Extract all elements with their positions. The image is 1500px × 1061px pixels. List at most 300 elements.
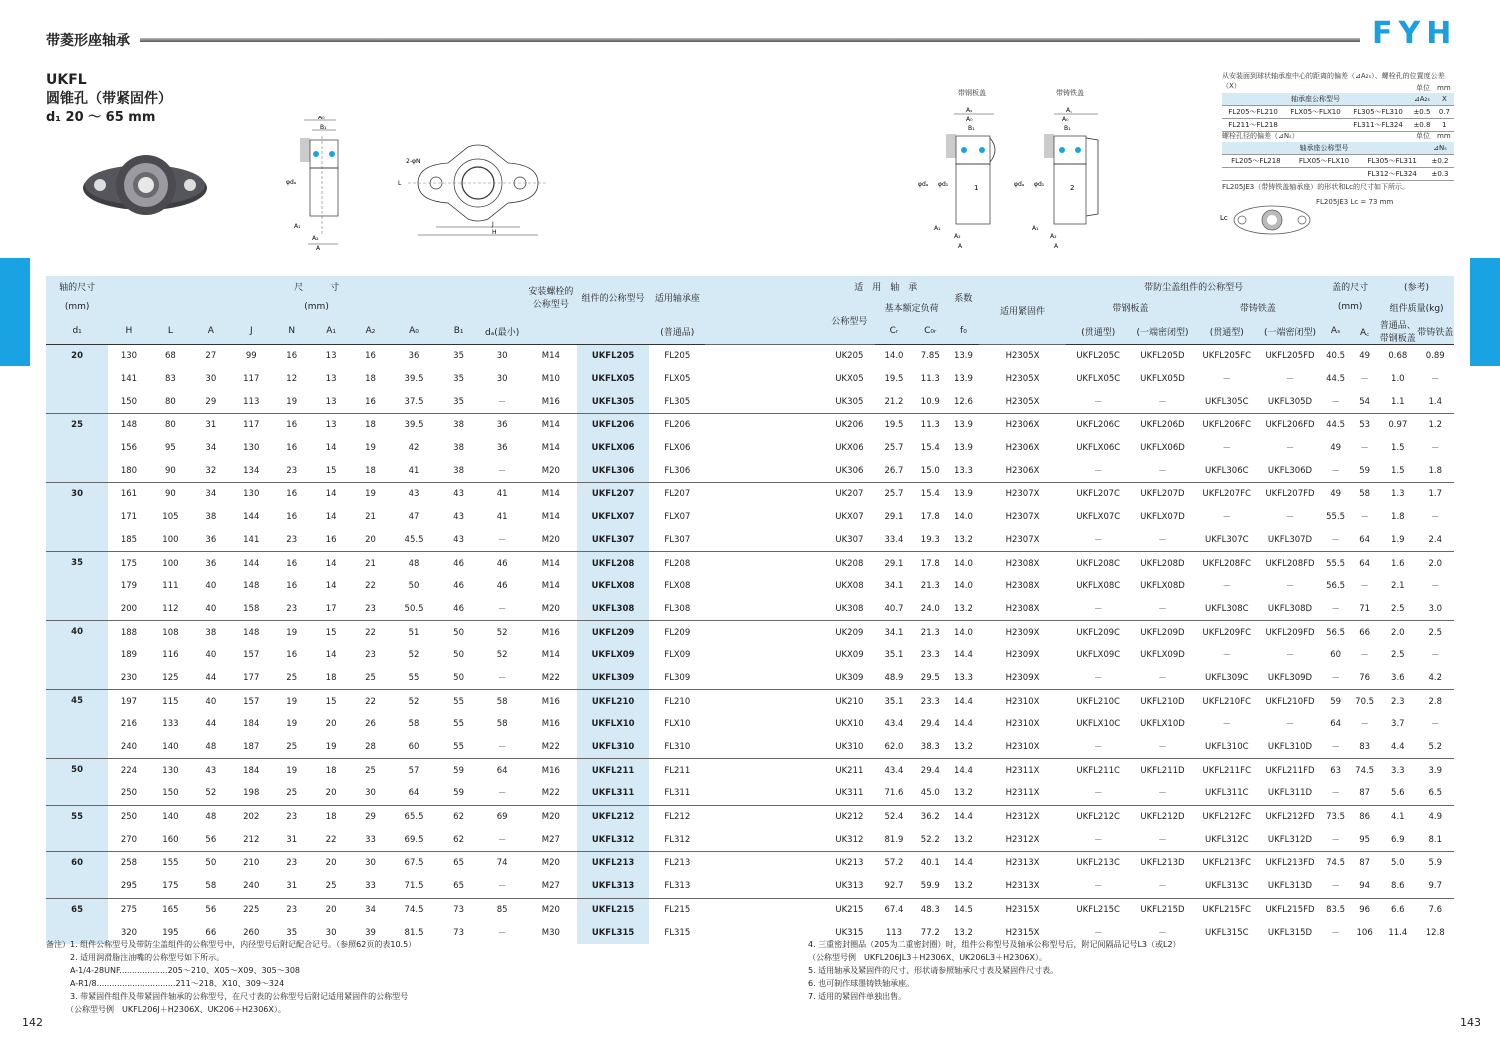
page-number-right: 143 <box>1460 1016 1481 1029</box>
table-cell: － <box>1285 582 1295 593</box>
table-cell: 23.3 <box>913 690 948 713</box>
table-cell: 90 <box>164 465 176 476</box>
table-cell: 19.5 <box>884 374 904 385</box>
table-cell: 216 <box>120 719 138 730</box>
dim-B1: B₁ <box>320 124 327 131</box>
table-cell: 2.0 <box>1416 552 1454 575</box>
table-cell: UKFL207 <box>577 483 650 506</box>
table-cell: UK207 <box>824 483 876 506</box>
table-cell: H2313X <box>1005 881 1040 892</box>
table-cell: 11.3 <box>913 414 948 437</box>
table-cell: FL308 <box>664 603 691 614</box>
table-cell: 12.6 <box>953 396 973 407</box>
table-cell: UK205 <box>824 345 876 368</box>
table-cell: 14 <box>325 443 337 454</box>
table-cell: 56 <box>205 834 217 845</box>
side-label-left: UKFL <box>8 322 24 363</box>
table-cell: 5.2 <box>1428 742 1442 753</box>
table-cell: 15.4 <box>920 443 940 454</box>
table-cell: － <box>1331 535 1340 546</box>
table-cell: 184 <box>231 759 272 782</box>
table-cell: M16 <box>541 396 560 407</box>
table-cell: － <box>1285 651 1295 662</box>
table-row <box>46 345 1454 368</box>
table-cell: UKFL309C <box>1204 672 1249 683</box>
table-cell: 13.2 <box>953 534 973 545</box>
table-cell: 14.0 <box>948 621 979 644</box>
model-name: UKFL <box>46 72 87 88</box>
table-cell: H2311X <box>1005 788 1040 799</box>
table-cell: 21.2 <box>884 396 904 407</box>
table-cell: 44.5 <box>1326 374 1346 385</box>
table-cell: － <box>1285 513 1295 524</box>
spacer-cell <box>705 782 823 805</box>
table-cell: UKFL315C <box>1204 927 1249 938</box>
table-cell: 14.4 <box>948 690 979 713</box>
table-cell: － <box>1093 604 1103 615</box>
table-cell: 111 <box>162 581 179 592</box>
table-cell: 175 <box>108 552 149 575</box>
table-cell: 187 <box>243 742 260 753</box>
table-cell: 13.9 <box>948 345 979 368</box>
table-cell: 52 <box>205 788 217 799</box>
table-cell: H2305X <box>979 345 1066 368</box>
table-cell: 13 <box>311 345 350 368</box>
table-cell: 68 <box>150 345 191 368</box>
table-cell: 108 <box>150 621 191 644</box>
table-cell: 171 <box>120 512 138 523</box>
table-cell: － <box>1158 397 1167 408</box>
table-cell: － <box>1285 375 1295 386</box>
table-cell: UKFLX05C <box>1076 374 1121 385</box>
table-cell: 4.4 <box>1391 742 1405 753</box>
table-cell: 62 <box>438 805 479 828</box>
table-cell: 16 <box>272 345 311 368</box>
table-cell: H2307X <box>1005 534 1040 545</box>
table-cell: 0.68 <box>1379 345 1416 368</box>
table-cell: － <box>497 743 507 754</box>
table-cell: UKFL308 <box>577 598 650 621</box>
table-cell: 31 <box>286 834 298 845</box>
table-cell: 73 <box>438 898 479 921</box>
table-row <box>46 621 1454 644</box>
table-cell: 29 <box>205 396 217 407</box>
table-cell: UKFL211 <box>577 759 650 782</box>
table-cell: 30 <box>351 852 390 875</box>
table-row <box>46 459 1454 482</box>
table-cell: － <box>1222 444 1232 455</box>
table-cell: 250 <box>120 788 138 799</box>
table-cell: 38 <box>191 621 230 644</box>
hdr-shaft: 轴的尺寸 <box>46 276 108 296</box>
table-cell: UKX06 <box>835 443 864 454</box>
table-cell: UKFLX10 <box>577 713 650 736</box>
tolerance-unit-2: 单位 mm <box>1416 132 1451 140</box>
table-cell: 40 <box>191 690 230 713</box>
table-cell: UKFL311 <box>577 782 650 805</box>
table-cell: 25 <box>286 788 298 799</box>
table-cell: 55.5 <box>1326 512 1346 523</box>
table-cell: UKFLX05 <box>577 368 650 391</box>
table-cell: 52 <box>479 621 525 644</box>
table-cell: 18 <box>365 465 376 476</box>
dim-B1-cast: B₁ <box>1064 125 1071 132</box>
table-cell: UK305 <box>835 396 864 407</box>
table-cell: 62 <box>453 834 464 845</box>
table-cell: 20 <box>325 719 337 730</box>
table-cell: 200 <box>120 603 138 614</box>
table-cell: UK312 <box>835 834 864 845</box>
table-cell: UKFL206D <box>1130 414 1194 437</box>
table-cell: M14 <box>525 345 577 368</box>
table-cell: － <box>497 928 507 939</box>
table-cell: UKFL206FD <box>1259 414 1321 437</box>
table-cell: 2.1 <box>1391 581 1405 592</box>
table-cell: 54 <box>1359 396 1371 407</box>
table-cell: 140 <box>150 805 191 828</box>
table-cell: 3.9 <box>1416 759 1454 782</box>
table-cell: － <box>1158 882 1167 893</box>
table-cell: UK208 <box>824 552 876 575</box>
table-cell: UKFLX06 <box>577 437 650 460</box>
table-cell: 16 <box>286 443 298 454</box>
table-cell: － <box>1093 928 1103 939</box>
table-cell: UKFL305D <box>1267 396 1313 407</box>
table-cell: 80 <box>164 396 176 407</box>
shaft-size-cell: 35 <box>46 552 108 621</box>
dim-H: H <box>492 229 497 236</box>
table-cell: 16 <box>286 512 298 523</box>
table-cell: 16 <box>325 534 337 545</box>
table-cell: 13.2 <box>953 742 973 753</box>
fl205je3-drawing <box>1218 196 1318 246</box>
table-cell: 81.5 <box>404 927 424 938</box>
table-cell: 40.5 <box>1321 345 1350 368</box>
table-cell: － <box>1093 743 1103 754</box>
table-cell: 35 <box>286 927 298 938</box>
table-cell: UKFL207FC <box>1195 483 1259 506</box>
table-cell: 11.4 <box>1388 927 1408 938</box>
table-cell: UKFL306D <box>1267 465 1313 476</box>
table-cell: 56 <box>191 898 230 921</box>
table-cell: 19 <box>286 719 298 730</box>
table-cell: H2305X <box>1005 396 1040 407</box>
table-cell: FL208 <box>649 552 705 575</box>
table-cell: 50 <box>453 672 464 683</box>
table-cell: 14.4 <box>953 719 973 730</box>
table-cell: 21 <box>351 552 390 575</box>
table-cell: FLX05 <box>664 374 691 385</box>
dim-d1-cast: φd₁ <box>1034 181 1045 188</box>
table-cell: 96 <box>1350 898 1379 921</box>
table-cell: 11.3 <box>920 374 940 385</box>
table-row <box>46 483 1454 506</box>
table-cell: 32 <box>205 465 217 476</box>
lc-note: FL205JE3 Lc = 73 mm <box>1316 198 1394 206</box>
table-cell: 165 <box>150 898 191 921</box>
product-photo <box>80 140 210 230</box>
table-cell: 73.5 <box>1321 805 1350 828</box>
table-cell: 18 <box>311 759 350 782</box>
table-cell: 2.5 <box>1416 621 1454 644</box>
cover-steel-caption: 带钢板盖 <box>958 89 986 97</box>
table-cell: UKFL306 <box>577 459 650 482</box>
table-cell: 16 <box>351 345 390 368</box>
table-cell: UKFLX10C <box>1076 719 1121 730</box>
table-cell: － <box>1331 882 1340 893</box>
table-cell: M16 <box>525 690 577 713</box>
table-cell: 1.1 <box>1391 396 1405 407</box>
table-cell: 13.9 <box>948 414 979 437</box>
table-cell: UK310 <box>835 742 864 753</box>
table-cell: － <box>1222 375 1232 386</box>
table-cell: 44.5 <box>1321 414 1350 437</box>
table-cell: 28 <box>365 742 376 753</box>
table-cell: FL212 <box>649 805 705 828</box>
table-cell: 240 <box>243 881 260 892</box>
table-cell: UKFL205C <box>1066 345 1130 368</box>
table-cell: FL312 <box>664 834 691 845</box>
table-cell: 26 <box>365 719 376 730</box>
table-cell: 25 <box>365 672 376 683</box>
table-cell: FLX07 <box>664 512 691 523</box>
table-cell: H2315X <box>979 898 1066 921</box>
table-cell: － <box>1158 535 1167 546</box>
table-cell: FL310 <box>664 742 691 753</box>
shaft-size-cell: 65 <box>46 898 108 944</box>
spacer-cell <box>705 898 823 921</box>
table-cell: 5.0 <box>1379 852 1416 875</box>
dim-A-steel: A <box>958 243 963 250</box>
table-cell: 67.4 <box>875 898 912 921</box>
table-cell: － <box>1331 673 1340 684</box>
table-cell: 150 <box>162 788 179 799</box>
table-cell: UKFL210FD <box>1259 690 1321 713</box>
hdr-cover: 盖的尺寸 <box>1321 276 1379 296</box>
table-cell: － <box>1158 789 1167 800</box>
table-cell: 59 <box>1321 690 1350 713</box>
table-cell: 95 <box>164 443 176 454</box>
table-cell: 23 <box>272 898 311 921</box>
table-cell: H2313X <box>979 852 1066 875</box>
table-cell: 22 <box>351 621 390 644</box>
table-cell: － <box>1158 743 1167 754</box>
table-cell: 92.7 <box>884 881 904 892</box>
table-cell: 13.2 <box>953 788 973 799</box>
table-cell: 51 <box>390 621 438 644</box>
table-cell: － <box>1430 651 1440 662</box>
table-cell: 74.5 <box>390 898 438 921</box>
hdr-load: 基本额定负荷 <box>875 296 948 318</box>
table-cell: H2307X <box>1005 512 1040 523</box>
table-row <box>46 368 1454 391</box>
table-cell: 13 <box>325 374 337 385</box>
table-cell: 55.5 <box>1321 552 1350 575</box>
table-cell: 14.5 <box>948 898 979 921</box>
table-cell: UKFL311C <box>1204 788 1249 799</box>
table-cell: 13.2 <box>953 834 973 845</box>
table-cell: UKFL309D <box>1267 672 1313 683</box>
table-cell: UKFL307C <box>1204 534 1249 545</box>
table-cell: － <box>1331 743 1340 754</box>
table-cell: 100 <box>150 552 191 575</box>
table-cell: 14.0 <box>875 345 912 368</box>
table-cell: FL211 <box>649 759 705 782</box>
table-cell: UK206 <box>824 414 876 437</box>
table-cell: 4.9 <box>1416 805 1454 828</box>
table-cell: 43 <box>438 483 479 506</box>
table-cell: UKX10 <box>835 719 864 730</box>
dim-A2: A₂ <box>312 235 319 242</box>
table-cell: 49 <box>1350 345 1379 368</box>
table-cell: 50 <box>438 621 479 644</box>
hdr-unit: 组件的公称型号 <box>577 276 650 318</box>
table-cell: UKFL213FD <box>1259 852 1321 875</box>
table-cell: UKFL207FD <box>1259 483 1321 506</box>
table-cell: 13.2 <box>953 881 973 892</box>
table-cell: UKFL215 <box>577 898 650 921</box>
table-cell: － <box>1360 444 1369 455</box>
table-cell: 40 <box>205 650 217 661</box>
table-cell: － <box>1158 604 1167 615</box>
table-cell: 105 <box>162 512 179 523</box>
table-cell: 16 <box>365 396 376 407</box>
table-cell: － <box>1331 928 1340 939</box>
dim-A2-cast: A₂ <box>1050 233 1057 240</box>
table-cell: － <box>1158 466 1167 477</box>
dim-L: L <box>398 180 402 187</box>
table-cell: 83 <box>164 374 176 385</box>
table-cell: M22 <box>541 788 560 799</box>
table-cell: UK308 <box>835 603 864 614</box>
notes-left: 备注）1. 组件公称型号及带防尘盖组件的公称型号中，内径型号后附记配合记号。（参照62页的表10.5） 2. 适用润滑脂注油嘴的公称型号如下所示。 A-1/4-28UNF...................205～210、X05～X09、305～308 A-R1/8...............................211～218、X10、309～324 3. 带紧固件组件及带紧固件轴承的公称型号，在尺寸表的公称型号后附记适用紧固件的公称型号 （公称型号例 UKFL206J＋H2306X、UK206＋H2306X）。 <box>46 940 417 1014</box>
table-cell: UKFL210FC <box>1195 690 1259 713</box>
table-cell: UKX05 <box>835 374 864 385</box>
table-cell: 19 <box>325 742 337 753</box>
table-cell: 30 <box>479 345 525 368</box>
table-cell: － <box>1222 720 1232 731</box>
table-cell: FL209 <box>649 621 705 644</box>
table-cell: 175 <box>162 881 179 892</box>
table-cell: 43 <box>453 534 464 545</box>
table-cell: 3.7 <box>1391 719 1405 730</box>
table-cell: － <box>497 604 507 615</box>
table-cell: H2307X <box>979 483 1066 506</box>
table-cell: UKX09 <box>835 650 864 661</box>
table-cell: 69.5 <box>404 834 424 845</box>
table-cell: 59 <box>1359 465 1371 476</box>
table-cell: UKX08 <box>835 581 864 592</box>
table-cell: － <box>1430 720 1440 731</box>
table-cell: － <box>1360 375 1369 386</box>
table-cell: 7.6 <box>1416 898 1454 921</box>
table-cell: 65 <box>453 881 464 892</box>
dim-N: 2-φN <box>406 158 421 165</box>
table-cell: 57.2 <box>875 852 912 875</box>
table-cell: 34 <box>205 443 217 454</box>
table-cell: 0.97 <box>1379 414 1416 437</box>
spacer-cell <box>705 437 823 460</box>
table-cell: 13.3 <box>953 672 973 683</box>
table-cell: UKFL211C <box>1066 759 1130 782</box>
table-cell: 13.3 <box>953 465 973 476</box>
table-cell: 23 <box>286 534 298 545</box>
table-cell: 144 <box>231 552 272 575</box>
table-cell: 20 <box>325 788 337 799</box>
table-cell: UKFL207C <box>1066 483 1130 506</box>
table-cell: 63 <box>1321 759 1350 782</box>
table-cell: UKFLX07C <box>1076 512 1121 523</box>
table-row <box>46 390 1454 413</box>
table-cell: 58 <box>496 719 508 730</box>
table-cell: M10 <box>541 374 560 385</box>
table-cell: 2.5 <box>1391 650 1405 661</box>
table-cell: UKFL213D <box>1130 852 1194 875</box>
table-cell: 258 <box>108 852 149 875</box>
table-cell: 43.4 <box>884 719 904 730</box>
table-cell: 67.5 <box>390 852 438 875</box>
table-cell: 14 <box>325 650 337 661</box>
table-cell: FL315 <box>664 927 691 938</box>
table-cell: 46 <box>453 581 464 592</box>
table-cell: 83.5 <box>1321 898 1350 921</box>
table-cell: UKFL205FC <box>1195 345 1259 368</box>
table-cell: 95 <box>1359 834 1371 845</box>
table-cell: 112 <box>162 603 179 614</box>
table-row <box>46 805 1454 828</box>
table-cell: 157 <box>231 690 272 713</box>
table-cell: FLX06 <box>664 443 691 454</box>
table-cell: 25 <box>325 881 337 892</box>
table-cell: 27 <box>191 345 230 368</box>
table-cell: 3.6 <box>1391 672 1405 683</box>
table-cell: UKFL210D <box>1130 690 1194 713</box>
table-cell: － <box>497 466 507 477</box>
table-cell: 36 <box>191 552 230 575</box>
table-cell: 55 <box>408 672 420 683</box>
table-cell: 19 <box>272 759 311 782</box>
table-cell: M20 <box>541 603 560 614</box>
table-cell: UK309 <box>835 672 864 683</box>
table-cell: 40 <box>205 581 217 592</box>
table-cell: 1.3 <box>1379 483 1416 506</box>
table-row <box>46 667 1454 690</box>
table-cell: 58 <box>408 719 420 730</box>
tolerance-table-2: 轴承座公称型号 ⊿Nₛ FL205～FL218 FLX05～FLX10 FL305～FL311 ±0.2 FL312～FL324 ±0.3 <box>1222 142 1454 181</box>
notes-right: 4. 三重密封圈品（205为二重密封圈）时，组件公称型号及轴承公称型号后，附记间隔品记号L3（或L2） （公称型号例 UKFL206JL3＋H2306X、UK206L3＋H2306X）。 5. 适用轴承及紧固件的尺寸、形状请参照轴承尺寸表及紧固件尺寸表。 6. 也可制作球墨铸铁轴承座。 7. 适用的紧固件单独出售。 <box>808 940 1181 1001</box>
table-cell: 38.3 <box>920 742 940 753</box>
table-cell: 35 <box>438 345 479 368</box>
table-cell: UKFL210 <box>577 690 650 713</box>
table-cell: UKFL206 <box>577 414 650 437</box>
table-cell: 25.7 <box>875 483 912 506</box>
table-cell: FL205 <box>649 345 705 368</box>
table-cell: UKFLX05D <box>1140 374 1185 385</box>
table-cell: 83 <box>1359 742 1371 753</box>
table-cell: H2310X <box>1005 742 1040 753</box>
table-cell: 46 <box>496 581 508 592</box>
table-cell: 35 <box>453 396 464 407</box>
table-cell: 260 <box>243 927 260 938</box>
table-cell: 77.2 <box>920 927 940 938</box>
table-cell: 23 <box>272 852 311 875</box>
table-cell: 150 <box>120 396 138 407</box>
table-cell: 48 <box>205 742 217 753</box>
table-cell: 45.5 <box>404 534 424 545</box>
table-cell: 2.3 <box>1379 690 1416 713</box>
table-cell: － <box>1331 397 1340 408</box>
tolerance-table-1: 轴承座公称型号 ⊿A₂ₛ X FL205～FL210 FLX05～FLX10 FL305～FL310 ±0.5 0.7 FL211～FL218 FL311～FL324 ±0.8 1 <box>1222 93 1454 132</box>
